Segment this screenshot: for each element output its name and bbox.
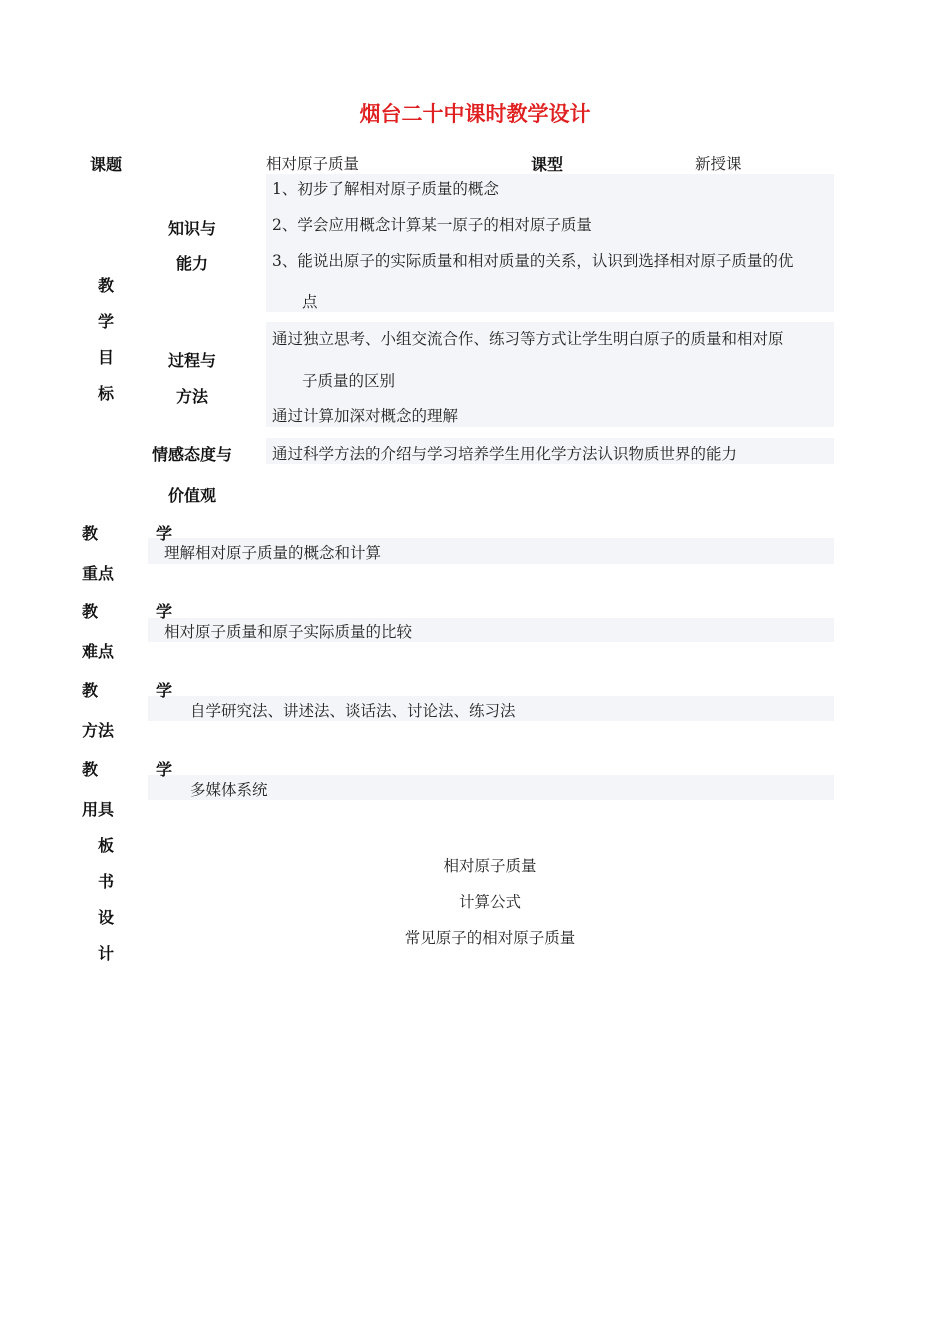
method-label-char: 学 [155, 681, 172, 700]
method-label [82, 678, 172, 741]
difficulty-label-char: 学 [155, 602, 172, 621]
difficulty-value: 相对原子质量和原子实际质量的比较 [164, 623, 413, 641]
knowledge-item: 2、学会应用概念计算某一原子的相对原子质量 [272, 216, 592, 234]
process-label-line: 方法 [176, 387, 209, 406]
keypoint-label-char: 学 [155, 524, 172, 543]
difficulty-label-char: 教 [82, 602, 99, 621]
type-label: 课型 [531, 155, 564, 174]
tools-label-char: 教 [82, 760, 99, 779]
board-label-char: 计 [97, 944, 114, 963]
objectives-label [88, 268, 124, 412]
topic-value: 相对原子质量 [266, 155, 360, 173]
emotion-label-line: 价值观 [168, 486, 217, 505]
keypoint-label-char: 教 [82, 524, 99, 543]
tools-label-char: 用具 [82, 800, 115, 819]
knowledge-item: 3、能说出原子的实际质量和相对质量的关系，认识到选择相对原子质量的优 [272, 252, 794, 270]
page-title: 烟台二十中课时教学设计 [359, 102, 591, 126]
process-item: 子质量的区别 [302, 372, 396, 390]
method-value: 自学研究法、讲述法、谈话法、讨论法、练习法 [190, 702, 516, 720]
knowledge-label-line: 能力 [176, 254, 209, 273]
tools-label [82, 757, 172, 820]
emotion-label-line: 情感态度与 [152, 445, 233, 464]
objectives-label-char: 目 [97, 348, 114, 367]
type-value: 新授课 [695, 155, 742, 173]
tools-label-char: 学 [155, 760, 172, 779]
process-item: 通过计算加深对概念的理解 [272, 407, 459, 425]
objectives-label-char: 教 [97, 276, 114, 295]
keypoint-label-char: 重点 [82, 564, 115, 583]
tools-value: 多媒体系统 [190, 781, 268, 799]
board-label-char: 设 [97, 908, 114, 927]
method-label-char: 方法 [82, 721, 115, 740]
board-line: 常见原子的相对原子质量 [404, 929, 576, 947]
knowledge-label-line: 知识与 [168, 219, 217, 238]
method-label-char: 教 [82, 681, 99, 700]
board-line: 计算公式 [458, 893, 521, 911]
board-label-char: 板 [97, 836, 114, 855]
emotion-item: 通过科学方法的介绍与学习培养学生用化学方法认识物质世界的能力 [272, 445, 738, 463]
difficulty-label-char: 难点 [82, 642, 115, 661]
process-label-line: 过程与 [168, 351, 217, 370]
knowledge-item: 1、初步了解相对原子质量的概念 [272, 180, 499, 198]
board-label-char: 书 [97, 872, 114, 891]
keypoint-label [82, 521, 172, 584]
objectives-label-char: 学 [97, 312, 114, 331]
difficulty-label [82, 599, 172, 662]
objectives-label-char: 标 [97, 384, 114, 403]
knowledge-item: 点 [302, 293, 318, 311]
topic-label: 课题 [90, 155, 123, 174]
board-line: 相对原子质量 [443, 857, 537, 875]
process-item: 通过独立思考、小组交流合作、练习等方式让学生明白原子的质量和相对原 [272, 330, 784, 348]
keypoint-value: 理解相对原子质量的概念和计算 [164, 544, 382, 562]
